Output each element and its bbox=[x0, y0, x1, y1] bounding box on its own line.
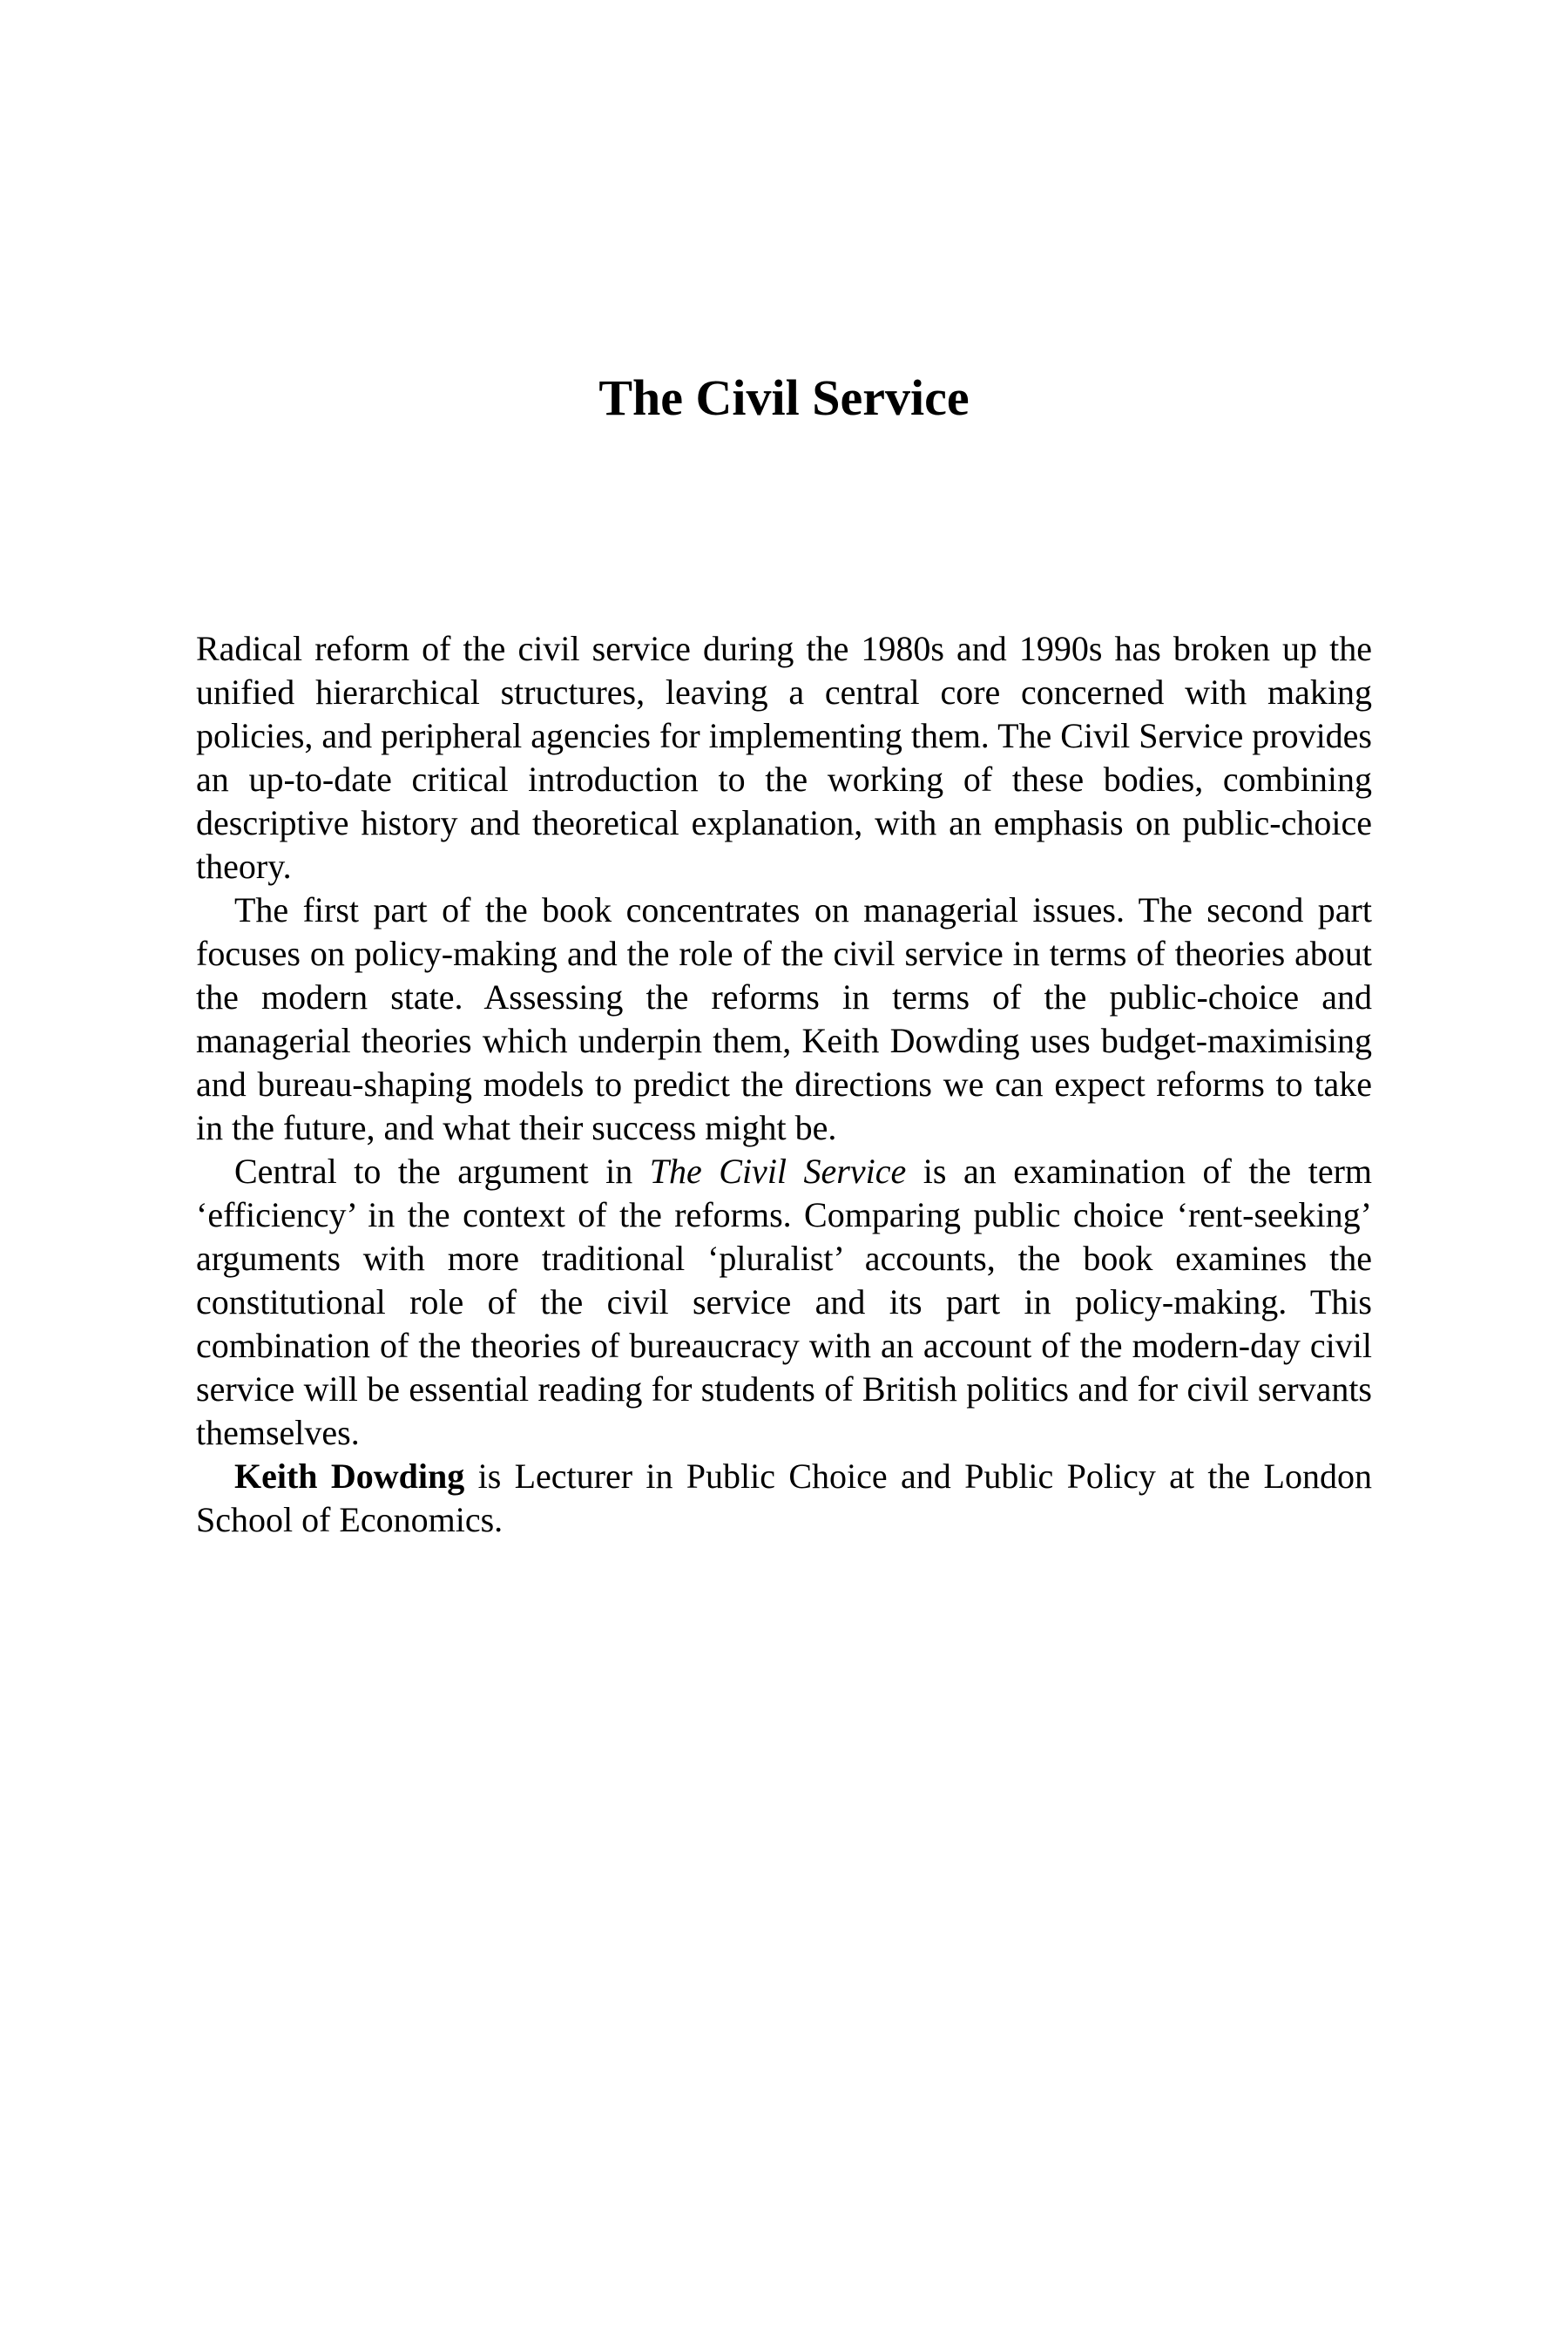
book-title-reference: The Civil Service bbox=[649, 1152, 907, 1191]
paragraph-4 bbox=[196, 1455, 1372, 1542]
body-text bbox=[196, 627, 1372, 1542]
paragraph-1: Radical reform of the civil service during the 1980s and 1990s has broken up the unified hierarchical structures, leaving a central core concerned with making policies, and peripheral agencies for implementing them. The Civil Service provides an up-to-date critical introduction to the working of these bodies, combining descriptive history and theoretical explanation, with an emphasis on public-choice theory. bbox=[196, 629, 1372, 886]
author-name: Keith Dowding bbox=[234, 1456, 465, 1496]
paragraph-2: The first part of the book concentrates on managerial issues. The second part focuses on policy-making and the role of the civil service in terms of theories about the modern state. Assessing the reforms in terms of the public-choice and managerial theories which underpin them, Keith Dowding uses budget-maximising and bureau-shaping models to predict the directions we can expect reforms to take in the future, and what their success might be. bbox=[196, 890, 1372, 1147]
page-title: The Civil Service bbox=[598, 369, 970, 426]
paragraph-3 bbox=[196, 1150, 1372, 1455]
paragraph-3-prefix: Central to the argument in bbox=[234, 1152, 650, 1191]
paragraph-4-suffix: is Lecturer in Public Choice and Public Policy at the London School of Economics. bbox=[196, 1456, 1372, 1539]
paragraph-3-suffix: is an examination of the term ‘efficiency’ in the context of the reforms. Comparing public choice ‘rent-seeking’ arguments with more traditional ‘pluralist’ accounts, the book examines the constitutional role of the civil service and its part in policy-making. This combination of the theories of bureaucracy with an account of the modern-day civil service will be essential reading for students of British politics and for civil servants themselves. bbox=[196, 1152, 1373, 1452]
